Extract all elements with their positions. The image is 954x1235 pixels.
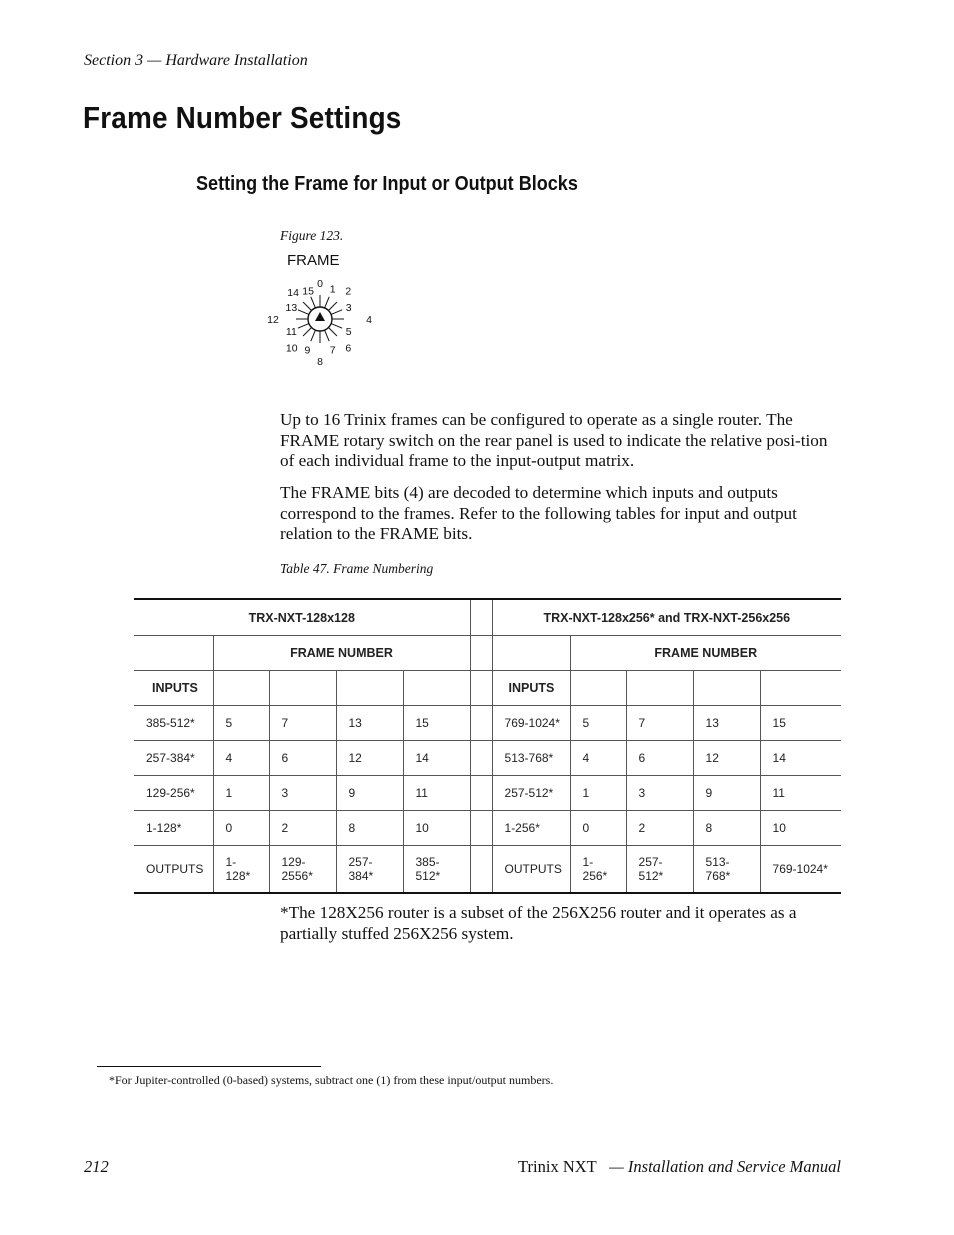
switch-position-label: 14 [287,287,299,300]
table-cell: 0 [213,811,269,846]
table-cell: 13 [336,706,403,741]
page-number: 212 [84,1157,109,1176]
right-table-title: TRX-NXT-128x256* and TRX-NXT-256x256 [492,599,841,636]
switch-spoke [325,330,330,341]
manual-title [518,1157,841,1177]
table-cell: 12 [336,741,403,776]
switch-position-label: 3 [345,302,352,315]
table-cell: 1 [570,776,626,811]
table-cell: 257- 384* [336,846,403,894]
table-cell: 385-512* [134,706,213,741]
table-row [134,741,841,776]
switch-spoke [328,302,336,310]
switch-position-label: 13 [285,302,298,315]
left-inputs-header: INPUTS [134,671,213,706]
table-row [134,811,841,846]
switch-spoke [331,324,342,329]
table-cell: 13 [693,706,760,741]
switch-position-label: 10 [285,342,298,355]
table-cell: 4 [213,741,269,776]
table-cell: 257- 512* [626,846,693,894]
switch-spoke [311,330,316,341]
switch-spoke [325,297,330,308]
section-header: Section 3 — Hardware Installation [84,52,308,69]
table-note: *The 128X256 router is a subset of the 256X256 router and it operates as a partially stuffed 256X256 system. [280,903,797,943]
table-cell: 14 [760,741,841,776]
table-cell: 8 [693,811,760,846]
table-cell: 15 [403,706,470,741]
table-cell: 6 [626,741,693,776]
footnote-rule [97,1066,321,1067]
frame-rotary-switch-figure [258,246,382,372]
table-cell: 1 [213,776,269,811]
table-cell: 3 [269,776,336,811]
switch-position-label: 11 [285,325,297,338]
left-table-title: TRX-NXT-128x128 [134,599,470,636]
table-cell: 5 [213,706,269,741]
table-cell: OUTPUTS [492,846,570,894]
frame-numbering-table [134,598,841,894]
manual-subtitle: — Installation and Service Manual [609,1157,841,1176]
table-cell: 6 [269,741,336,776]
table-cell: 2 [626,811,693,846]
table-cell: 10 [760,811,841,846]
switch-spoke [298,324,309,329]
table-cell: 385- 512* [403,846,470,894]
table-cell: 10 [403,811,470,846]
table-cell: 14 [403,741,470,776]
footnote: *For Jupiter-controlled (0-based) systems, subtract one (1) from these input/output numbers. [109,1073,554,1087]
table-cell: 7 [626,706,693,741]
switch-spoke [328,327,336,335]
frame-switch-label: FRAME [287,252,340,269]
table-cell: 1- 256* [570,846,626,894]
switch-spoke [331,310,342,315]
table-cell: 8 [336,811,403,846]
table-cell: OUTPUTS [134,846,213,894]
switch-position-label: 6 [345,342,352,355]
table-cell: 1-256* [492,811,570,846]
table-cell: 769-1024* [760,846,841,894]
switch-position-label: 12 [267,314,279,326]
switch-position-label: 5 [345,325,352,338]
table-cell: 11 [403,776,470,811]
switch-position-label: 9 [304,344,311,357]
switch-position-label: 0 [317,278,323,290]
right-frame-number-header: FRAME NUMBER [570,636,841,671]
table-caption: Table 47. Frame Numbering [280,561,434,576]
table-cell: 11 [760,776,841,811]
switch-position-label: 1 [329,283,336,296]
table-row [134,776,841,811]
table-cell: 9 [336,776,403,811]
switch-position-label: 4 [366,314,372,326]
right-inputs-header: INPUTS [492,671,570,706]
table-cell: 769-1024* [492,706,570,741]
switch-position-label: 15 [302,285,314,298]
table-cell: 1- 128* [213,846,269,894]
manual-name: Trinix NXT [518,1157,597,1176]
switch-spoke [298,310,309,315]
switch-position-label: 8 [317,356,323,368]
table-cell: 15 [760,706,841,741]
switch-position-label: 2 [345,285,352,298]
table-cell: 0 [570,811,626,846]
switch-spoke [303,327,311,335]
table-cell: 4 [570,741,626,776]
intro-paragraph: Up to 16 Trinix frames can be configured to operate as a single router. The FRAME rotary switch on the rear panel is used to indicate the relative posi-tion of each individual frame to the input-output matrix. [280,410,828,470]
table-cell: 9 [693,776,760,811]
page-title: Frame Number Settings [83,100,402,135]
left-frame-number-header: FRAME NUMBER [213,636,470,671]
table-cell: 129- 2556* [269,846,336,894]
switch-position-label: 7 [329,344,336,357]
table-cell: 257-512* [492,776,570,811]
figure-caption: Figure 123. [280,228,344,243]
switch-spoke [303,302,311,310]
table-cell: 513-768* [492,741,570,776]
section-subtitle: Setting the Frame for Input or Output Blocks [196,172,578,195]
table-cell: 12 [693,741,760,776]
table-cell: 1-128* [134,811,213,846]
table-cell: 3 [626,776,693,811]
table-row [134,706,841,741]
table-cell: 5 [570,706,626,741]
table-cell: 7 [269,706,336,741]
switch-spoke [311,297,316,308]
frame-bits-paragraph: The FRAME bits (4) are decoded to determine which inputs and outputs correspond to the frames. Refer to the following tables for input and output relation to the FRAME bits. [280,483,797,543]
table-cell: 257-384* [134,741,213,776]
table-cell: 2 [269,811,336,846]
table-cell: 129-256* [134,776,213,811]
table-cell: 513- 768* [693,846,760,894]
